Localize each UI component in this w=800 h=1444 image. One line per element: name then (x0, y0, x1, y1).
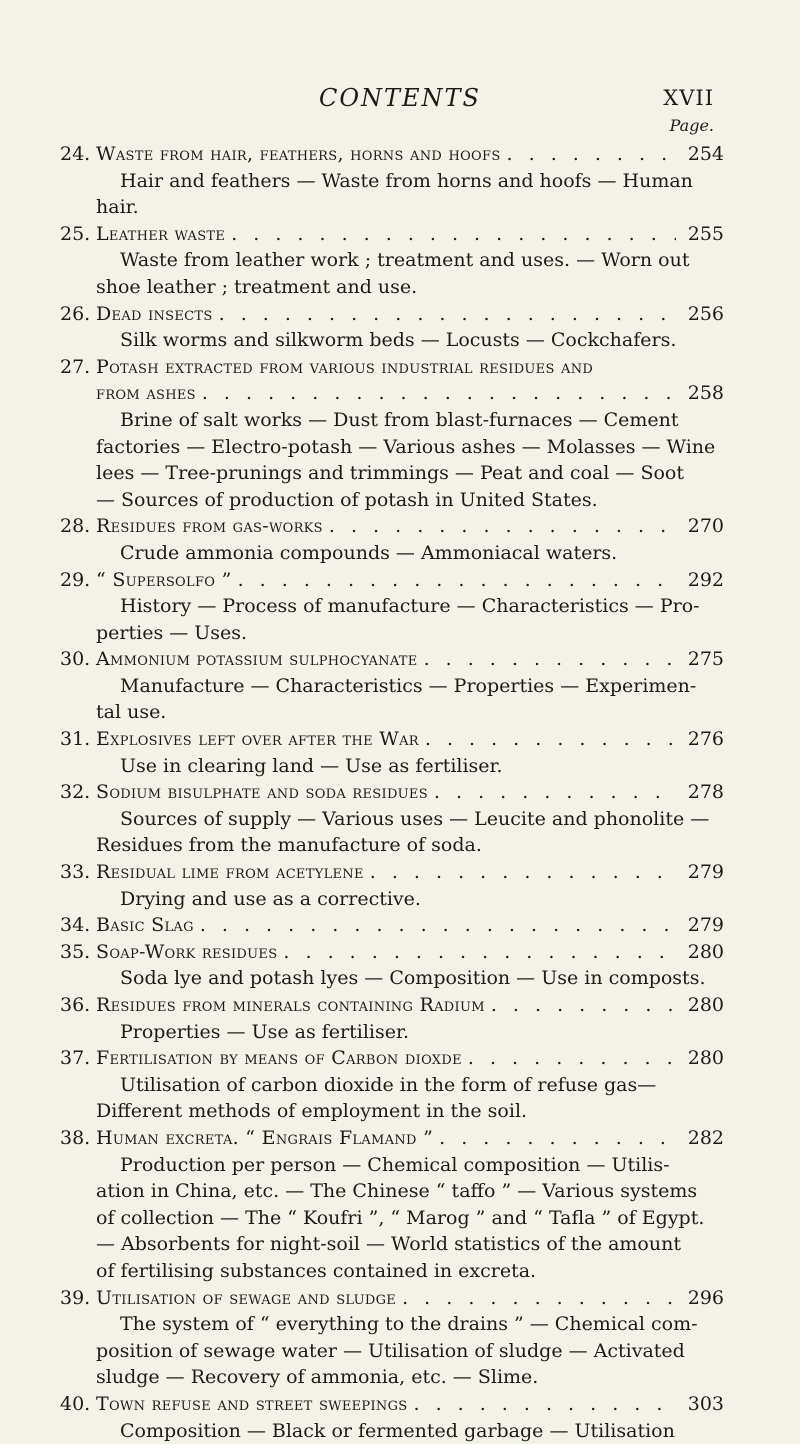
entry-description-line: Crude ammonia compounds — Ammoniacal waters. (60, 540, 724, 567)
toc-entry (60, 859, 724, 912)
entry-number: 40. (60, 1391, 96, 1418)
entry-description-line: Manufacture — Characteristics — Properties — Experimen- (60, 673, 724, 700)
entry-description-line: shoe leather ; treatment and use. (60, 274, 724, 301)
toc-entry (60, 992, 724, 1045)
page-number: XVII (663, 86, 714, 110)
entry-page-number: 270 (684, 513, 724, 540)
toc-entry-line (60, 992, 724, 1019)
entry-title: Ammonium potassium sulphocyanate (96, 646, 418, 673)
entry-page-number: 303 (684, 1391, 724, 1418)
entry-title: Potash extracted from various industrial residues and (96, 354, 593, 381)
toc-entry (60, 567, 724, 647)
entry-title: Fertilisation by means of Carbon dioxde (96, 1045, 462, 1072)
toc-entry-line (60, 301, 724, 328)
toc-entry (60, 1391, 724, 1444)
toc-entry-line (60, 1391, 724, 1418)
toc-entry-line (60, 939, 724, 966)
entry-number: 37. (60, 1045, 96, 1072)
entry-page-number: 275 (684, 646, 724, 673)
entry-page-number: 278 (684, 779, 724, 806)
dot-leader (219, 301, 676, 328)
entry-title: Town refuse and street sweepings (96, 1391, 407, 1418)
dot-leader (402, 1285, 676, 1312)
toc-entry-line (60, 779, 724, 806)
toc-entry (60, 1125, 724, 1285)
entry-description-line: factories — Electro-potash — Various ashes — Molasses — Wine (60, 434, 724, 461)
entry-description-line: History — Process of manufacture — Characteristics — Pro- (60, 593, 724, 620)
dot-leader (468, 1045, 676, 1072)
entry-title: Soap-Work residues (96, 939, 277, 966)
entry-title: Residual lime from acetylene (96, 859, 364, 886)
dot-leader (424, 646, 676, 673)
entry-title: Residues from minerals containing Radium (96, 992, 485, 1019)
entry-page-number: 279 (684, 859, 724, 886)
entry-description-line: tal use. (60, 699, 724, 726)
entry-number: 35. (60, 939, 96, 966)
entry-page-number: 258 (684, 380, 724, 407)
entry-page-number: 254 (684, 141, 724, 168)
entry-number: 36. (60, 992, 96, 1019)
entry-page-number: 292 (684, 567, 724, 594)
toc-entry (60, 354, 724, 514)
entry-page-number: 255 (684, 221, 724, 248)
entry-number: 25. (60, 221, 96, 248)
running-title: CONTENTS (0, 84, 800, 112)
dot-leader (507, 141, 676, 168)
entry-number: 30. (60, 646, 96, 673)
toc-entry (60, 513, 724, 566)
entry-description-line: Composition — Black or fermented garbage — Utilisation (60, 1418, 724, 1444)
entry-description-line: The system of “ everything to the drains ” — Chemical com- (60, 1311, 724, 1338)
entry-description-line: Soda lye and potash lyes — Composition — Use in composts. (60, 965, 724, 992)
table-of-contents (60, 141, 724, 1444)
dot-leader (200, 912, 676, 939)
dot-leader (231, 221, 676, 248)
entry-page-number: 280 (684, 1045, 724, 1072)
toc-entry (60, 779, 724, 859)
toc-entry-line (60, 567, 724, 594)
entry-page-number: 280 (684, 992, 724, 1019)
entry-page-number: 276 (684, 726, 724, 753)
toc-entry-line (60, 221, 724, 248)
toc-entry-line (60, 726, 724, 753)
dot-leader (238, 567, 676, 594)
dot-leader (329, 513, 676, 540)
entry-number: 33. (60, 859, 96, 886)
entry-description-line: ation in China, etc. — The Chinese “ taffo ” — Various systems (60, 1178, 724, 1205)
entry-description-line: Production per person — Chemical composition — Utilis- (60, 1152, 724, 1179)
entry-description-line: Use in clearing land — Use as fertiliser. (60, 753, 724, 780)
entry-page-number: 282 (684, 1125, 724, 1152)
toc-entry-line (60, 141, 724, 168)
entry-number: 27. (60, 354, 96, 381)
dot-leader (202, 380, 676, 407)
entry-description-line: — Absorbents for night-soil — World statistics of the amount (60, 1231, 724, 1258)
entry-description-line: of collection — The “ Koufri ”, “ Marog ” and “ Tafla ” of Egypt. (60, 1205, 724, 1232)
entry-number: 29. (60, 567, 96, 594)
dot-leader (434, 779, 676, 806)
toc-entry-line (60, 1125, 724, 1152)
toc-entry (60, 912, 724, 939)
entry-description-line: hair. (60, 194, 724, 221)
page-header (0, 84, 800, 114)
entry-description-line: perties — Uses. (60, 620, 724, 647)
dot-leader (370, 859, 676, 886)
entry-number: 24. (60, 141, 96, 168)
entry-title: Sodium bisulphate and soda residues (96, 779, 428, 806)
entry-number: 32. (60, 779, 96, 806)
toc-entry (60, 726, 724, 779)
entry-number: 39. (60, 1285, 96, 1312)
entry-title: Human excreta. “ Engrais Flamand ” (96, 1125, 433, 1152)
entry-description-line: lees — Tree-prunings and trimmings — Peat and coal — Soot (60, 460, 724, 487)
entry-description-line: sludge — Recovery of ammonia, etc. — Slime. (60, 1364, 724, 1391)
entry-number: 31. (60, 726, 96, 753)
toc-entry-line (60, 646, 724, 673)
entry-description-line: Silk worms and silkworm beds — Locusts — Cockchafers. (60, 327, 724, 354)
entry-description-line: Properties — Use as fertiliser. (60, 1019, 724, 1046)
entry-page-number: 256 (684, 301, 724, 328)
toc-entry-line (60, 1045, 724, 1072)
dot-leader (439, 1125, 676, 1152)
entry-title: Residues from gas-works (96, 513, 323, 540)
entry-title: Basic Slag (96, 912, 194, 939)
dot-leader (425, 726, 676, 753)
entry-title: Leather waste (96, 221, 225, 248)
entry-number: 38. (60, 1125, 96, 1152)
page-column-label: Page. (670, 116, 714, 135)
toc-entry (60, 646, 724, 726)
entry-description-line: Hair and feathers — Waste from horns and hoofs — Human (60, 168, 724, 195)
toc-entry-line (60, 859, 724, 886)
dot-leader (491, 992, 676, 1019)
entry-title-continued: from ashes (96, 380, 196, 407)
entry-number: 34. (60, 912, 96, 939)
toc-entry (60, 141, 724, 221)
entry-title: Waste from hair, feathers, horns and hoofs (96, 141, 501, 168)
entry-number: 28. (60, 513, 96, 540)
entry-page-number: 280 (684, 939, 724, 966)
dot-leader (283, 939, 676, 966)
toc-entry (60, 301, 724, 354)
entry-description-line: Residues from the manufacture of soda. (60, 832, 724, 859)
entry-description-line: Drying and use as a corrective. (60, 886, 724, 913)
toc-entry-line (60, 354, 724, 381)
toc-entry (60, 939, 724, 992)
entry-description-line: Waste from leather work ; treatment and uses. — Worn out (60, 247, 724, 274)
entry-title: Explosives left over after the War (96, 726, 419, 753)
entry-description-line: Sources of supply — Various uses — Leucite and phonolite — (60, 806, 724, 833)
toc-entry-line (60, 1285, 724, 1312)
entry-description-line: — Sources of production of potash in United States. (60, 487, 724, 514)
dot-leader (413, 1391, 676, 1418)
toc-entry (60, 1285, 724, 1391)
entry-description-line: position of sewage water — Utilisation of sludge — Activated (60, 1338, 724, 1365)
entry-description-line: of fertilising substances contained in excreta. (60, 1258, 724, 1285)
entry-page-number: 296 (684, 1285, 724, 1312)
toc-entry (60, 221, 724, 301)
entry-title: Dead insects (96, 301, 213, 328)
entry-description-line: Different methods of employment in the soil. (60, 1098, 724, 1125)
toc-entry-line (60, 912, 724, 939)
entry-number: 26. (60, 301, 96, 328)
entry-description-line: Utilisation of carbon dioxide in the form of refuse gas— (60, 1072, 724, 1099)
toc-entry-line (60, 380, 724, 407)
entry-page-number: 279 (684, 912, 724, 939)
entry-description-line: Brine of salt works — Dust from blast-furnaces — Cement (60, 407, 724, 434)
toc-entry-line (60, 513, 724, 540)
entry-title: “ Supersolfo ” (96, 567, 232, 594)
entry-title: Utilisation of sewage and sludge (96, 1285, 396, 1312)
toc-entry (60, 1045, 724, 1125)
